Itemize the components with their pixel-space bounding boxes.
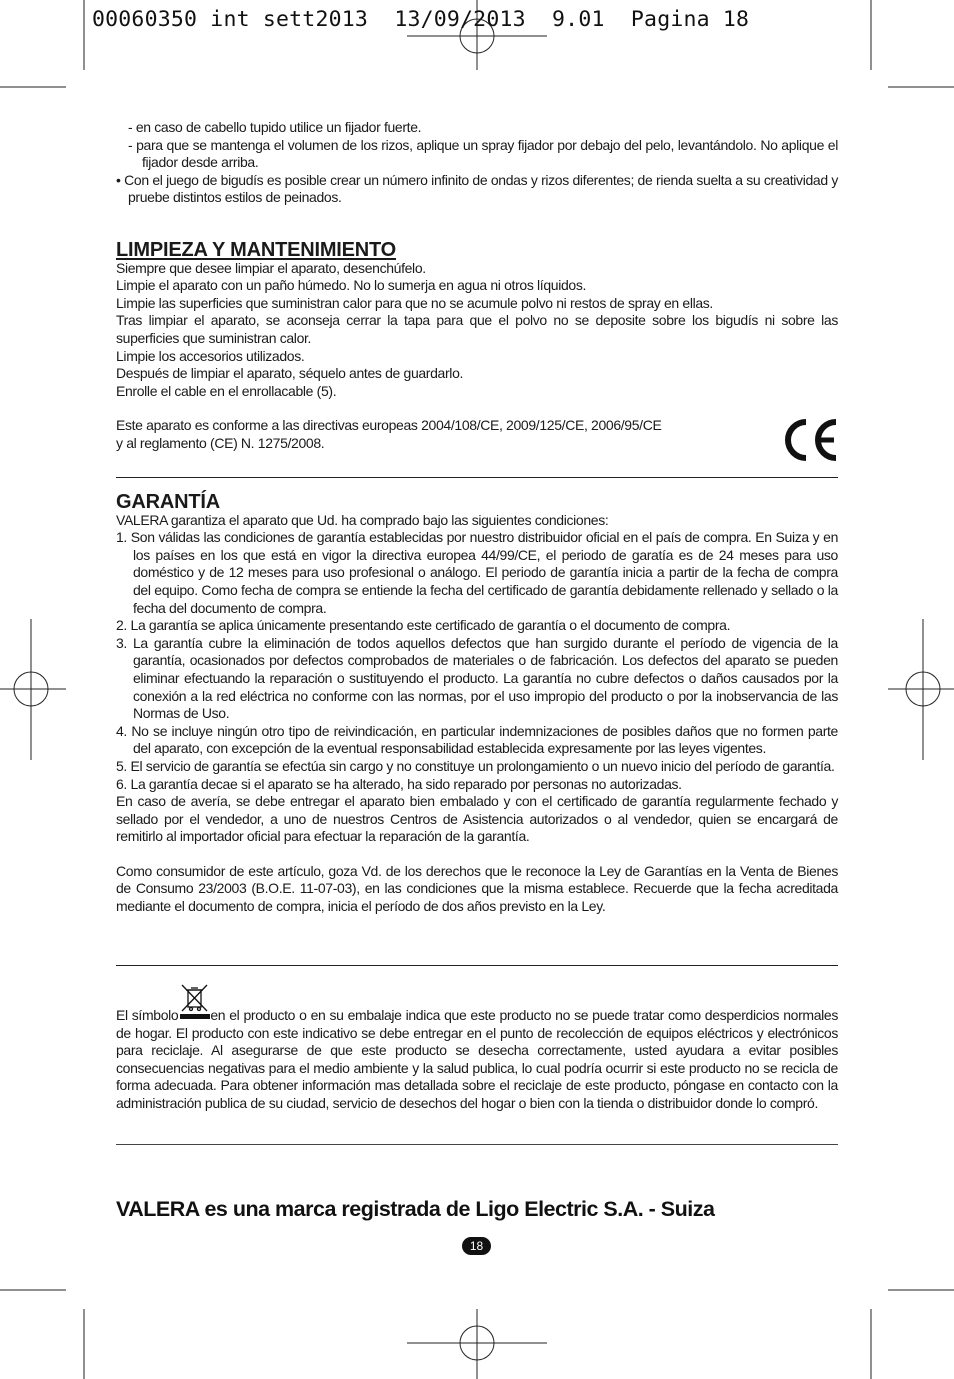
warranty-condition: 2. La garantía se aplica únicamente presentando este certificado de garantía o el documento de compra. — [116, 617, 731, 634]
cleaning-line: Enrolle el cable en el enrollacable (5). — [116, 382, 337, 399]
recycling-section — [116, 1007, 838, 1113]
warranty-section — [116, 491, 838, 916]
conformity-line: y al reglamento (CE) N. 1275/2008. — [116, 434, 325, 451]
recycling-prefix: El símbolo — [116, 1007, 179, 1023]
section-divider — [116, 1144, 838, 1145]
warranty-condition: 5. El servicio de garantía se efectúa sin cargo y no constituye un prolongamiento o un nuevo inicio del período de garantía. — [116, 757, 835, 774]
warranty-condition: 3. La garantía cubre la eliminación de todos aquellos defectos que han surgido durante el período de vigencia de la garantía, ocasionados por defectos comprobados de materiales o de fabricación. Los defectos del aparato se pueden eliminar efectuando la reparación o sustituyendo el producto. La garantía no cubre defectos o daños causados por la conexión a la red eléctrica no conforme con las normas, por el uso impropio del producto o por la inobservancia de las Normas de Uso. — [116, 634, 838, 722]
dash-item: - para que se mantenga el volumen de los rizos, aplique un spray fijador por debajo del pelo, levantándolo. No aplique el fijador desde arriba. — [128, 136, 838, 171]
ce-mark-icon — [778, 418, 840, 462]
brand-statement: VALERA es una marca registrada de Ligo Electric S.A. - Suiza — [116, 1197, 715, 1221]
warranty-intro: VALERA garantiza el aparato que Ud. ha comprado bajo las siguientes condiciones: — [116, 511, 609, 528]
section-divider — [116, 965, 838, 966]
intro-section — [116, 119, 838, 207]
warranty-title: GARANTÍA — [116, 491, 220, 513]
print-header: 00060350 int sett2013 13/09/2013 9.01 Pagina 18 — [92, 7, 750, 32]
cleaning-line: Limpie las superficies que suministran calor para que no se acumule polvo ni restos de spray en ellas. — [116, 294, 713, 311]
bullet-item: • Con el juego de bigudís es posible crear un número infinito de ondas y rizos diferentes; de rienda suelta a su creatividad y pruebe distintos estilos de peinados. — [116, 171, 838, 206]
page-number-badge: 18 — [462, 1237, 491, 1255]
cleaning-line: Limpie los accesorios utilizados. — [116, 347, 305, 364]
cleaning-section — [116, 239, 838, 453]
cleaning-title: LIMPIEZA Y MANTENIMIENTO — [116, 239, 397, 261]
warranty-consumer-rights: Como consumidor de este artículo, goza Vd. de los derechos que le reconoce la Ley de Garantías en la Venta de Bienes de Consumo 23/2003 (B.O.E. 11-07-03), en las condiciones que la misma establece. Recuerde que la fecha acreditada mediante el documento de compra, inicia el período de dos años previsto en la Ley. — [116, 862, 838, 915]
warranty-condition: 6. La garantía decae si el aparato se ha alterado, ha sido reparado por personas no autorizadas. — [116, 775, 682, 792]
dash-item: - en caso de cabello tupido utilice un fijador fuerte. — [128, 119, 422, 135]
conformity-line: Este aparato es conforme a las directivas europeas 2004/108/CE, 2009/125/CE, 2006/95/CE — [116, 417, 662, 434]
cleaning-line: Limpie el aparato con un paño húmedo. No lo sumerja en agua ni otros líquidos. — [116, 277, 587, 294]
warranty-condition: 4. No se incluye ningún otro tipo de reivindicación, en particular indemnizaciones de posibles daños que no formen parte del aparato, con excepción de la eventual responsabilidad establecida expresamente por las leyes vigentes. — [116, 722, 838, 757]
cleaning-line: Después de limpiar el aparato, séquelo antes de guardarlo. — [116, 365, 464, 382]
cleaning-line: Siempre que desee limpiar el aparato, desenchúfelo. — [116, 259, 426, 276]
cleaning-line: Tras limpiar el aparato, se aconseja cerrar la tapa para que el polvo no se deposite sobre los bigudís ni sobre las superficies que suministran calor. — [116, 312, 838, 346]
warranty-condition: 1. Son válidas las condiciones de garantía establecidas por nuestro distribuidor oficial en el país de compra. En Suiza y en los países en los que está en vigor la directiva europea 44/99/CE, el periodo de garatía es de 24 meses para uso doméstico y de 12 meses para uso profesional o análogo. El periodo de garantía inicia a partir de la fecha de compra del equipo. Como fecha de compra se entiende la fecha del certificado de garantía debidamente rellenado y sellado o la fecha del documento de compra. — [116, 529, 838, 616]
crossed-bin-icon — [178, 983, 210, 1023]
recycling-text: en el producto o en su embalaje indica que este producto no se puede tratar como desperdicios normales de hogar. El producto con este indicativo se debe entregar en el punto de recolección de equipos eléctricos y electrónicos para reciclaje. Al asegurarse de que este producto se desecha correctamente, usted ayudara a evitar posibles consecuencias negativas para el medio ambiente y la salud publica, lo cual podría ocurrir si este producto no se recicla de forma adecuada. Para obtener información mas detallada sobre el reciclaje de este producto, póngase en contacto con la administración publica de su ciudad, servicio de desechos del hogar o bien con la tienda o distribuidor donde lo compró. — [116, 1007, 838, 1111]
warranty-breakdown: En caso de avería, se debe entregar el aparato bien embalado y con el certificado de garantía regularmente fechado y sellado por el vendedor, a uno de nuestros Centros de Asistencia autorizados o al vendedor, quien se encargará de remitirlo al importador oficial para efectuar la reparación de la garantía. — [116, 793, 838, 845]
section-divider — [116, 477, 838, 478]
